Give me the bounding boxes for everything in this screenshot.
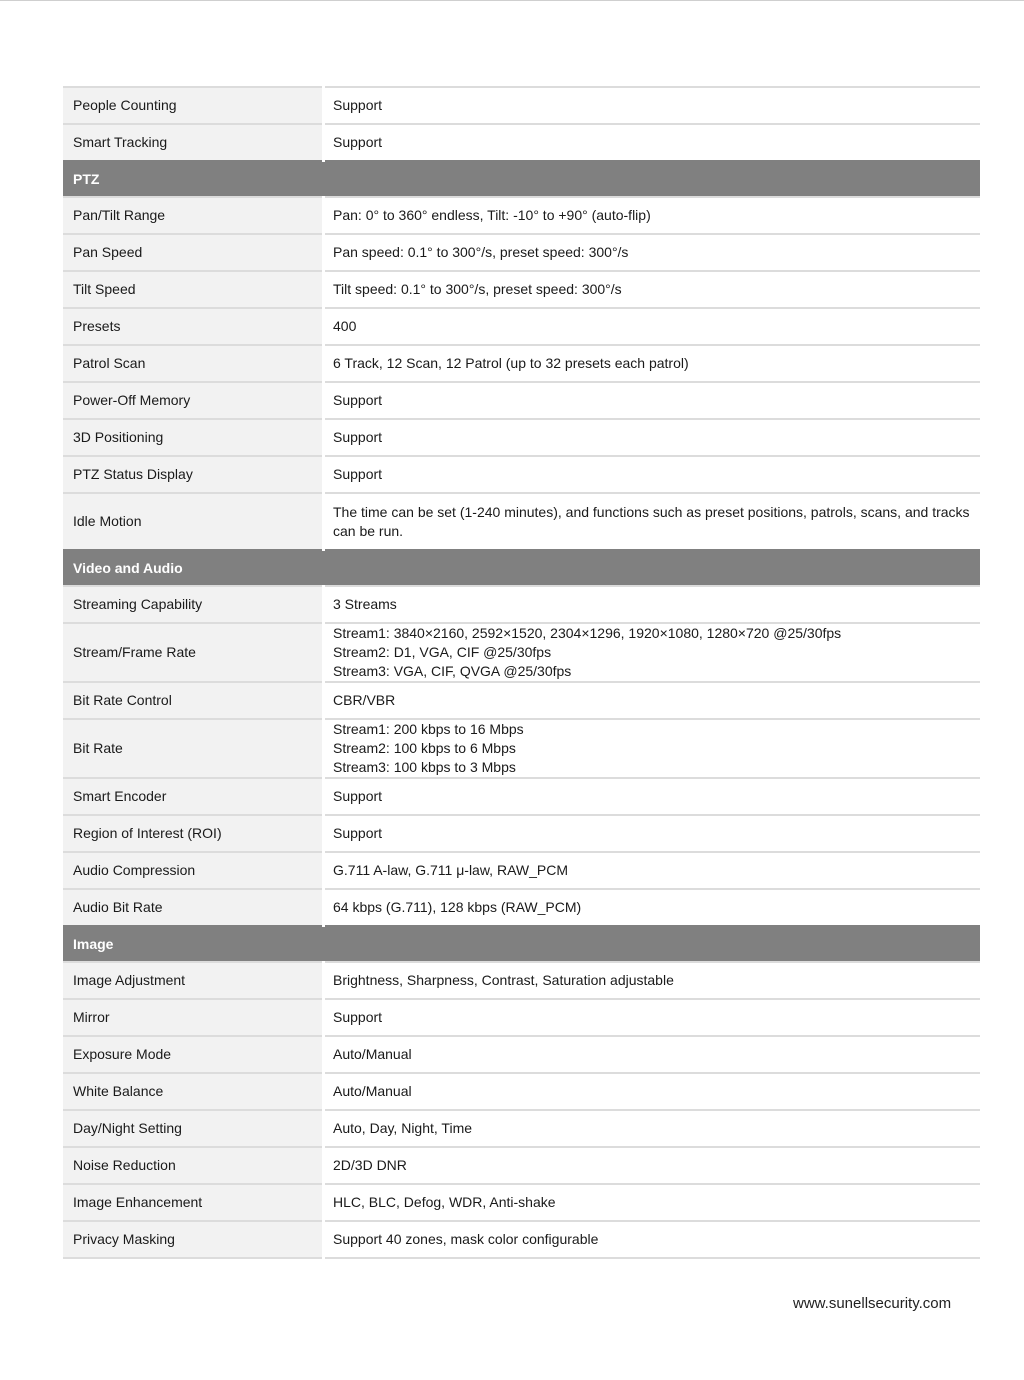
spec-row (63, 682, 980, 719)
spec-value (324, 493, 981, 550)
spec-row (63, 815, 980, 852)
spec-value (324, 999, 981, 1036)
spec-label: Image Enhancement (63, 1184, 324, 1221)
spec-row (63, 345, 980, 382)
spec-value (324, 419, 981, 456)
spec-value (324, 1184, 981, 1221)
spec-value-line: Auto/Manual (333, 1046, 412, 1062)
spec-row (63, 962, 980, 999)
spec-row (63, 1184, 980, 1221)
spec-value-line: Support (333, 1009, 383, 1025)
spec-value (324, 1221, 981, 1258)
spec-row (63, 852, 980, 889)
spec-row (63, 124, 980, 161)
spec-label: Idle Motion (63, 493, 324, 550)
spec-row (63, 586, 980, 623)
spec-row (63, 382, 980, 419)
section-title: Video and Audio (63, 550, 980, 586)
section-header-row (63, 550, 980, 586)
spec-row (63, 197, 980, 234)
top-rule (0, 0, 1024, 1)
spec-value (324, 271, 981, 308)
spec-label: PTZ Status Display (63, 456, 324, 493)
spec-value-line: The time can be set (1-240 minutes), and functions such as preset positions, patrols, scans, and tracks (333, 503, 970, 520)
section-title: PTZ (63, 161, 980, 197)
spec-value-line: 2D/3D DNR (333, 1157, 407, 1173)
spec-value (324, 586, 981, 623)
spec-value (324, 815, 981, 852)
spec-value-line: Stream2: D1, VGA, CIF @25/30fps (333, 644, 552, 660)
spec-value-line: Pan: 0° to 360° endless, Tilt: -10° to +90° (auto-flip) (333, 207, 651, 223)
spec-value-line: HLC, BLC, Defog, WDR, Anti-shake (333, 1194, 556, 1210)
spec-value-line: Support (333, 134, 383, 150)
section-header-row (63, 926, 980, 962)
spec-label: White Balance (63, 1073, 324, 1110)
spec-label: Image Adjustment (63, 962, 324, 999)
spec-value (324, 197, 981, 234)
spec-row (63, 719, 980, 778)
spec-value-line: 3 Streams (333, 596, 397, 612)
spec-row (63, 493, 980, 550)
section-title: Image (63, 926, 980, 962)
spec-row (63, 778, 980, 815)
spec-row (63, 234, 980, 271)
spec-value (324, 1036, 981, 1073)
spec-label: Noise Reduction (63, 1147, 324, 1184)
spec-value-line: Auto/Manual (333, 1083, 412, 1099)
spec-label: Bit Rate (63, 719, 324, 778)
spec-value-line: Pan speed: 0.1° to 300°/s, preset speed: 300°/s (333, 244, 629, 260)
spec-row (63, 1110, 980, 1147)
spec-value-line: Brightness, Sharpness, Contrast, Saturation adjustable (333, 972, 674, 988)
spec-value-line: Auto, Day, Night, Time (333, 1120, 473, 1136)
spec-value-line: Stream3: 100 kbps to 3 Mbps (333, 759, 516, 775)
spec-value (324, 456, 981, 493)
spec-value (324, 1073, 981, 1110)
spec-row (63, 1036, 980, 1073)
spec-row (63, 308, 980, 345)
spec-label: Pan/Tilt Range (63, 197, 324, 234)
spec-row (63, 1221, 980, 1258)
spec-value (324, 778, 981, 815)
spec-value-line: Support (333, 429, 383, 445)
spec-label: Bit Rate Control (63, 682, 324, 719)
spec-table (63, 86, 980, 1259)
spec-value (324, 682, 981, 719)
spec-label: Region of Interest (ROI) (63, 815, 324, 852)
spec-label: Audio Bit Rate (63, 889, 324, 926)
spec-value-line: 64 kbps (G.711), 128 kbps (RAW_PCM) (333, 899, 582, 915)
spec-value-line: Support (333, 825, 383, 841)
spec-row (63, 1073, 980, 1110)
spec-row (63, 623, 980, 682)
spec-value-line: Stream1: 3840×2160, 2592×1520, 2304×1296, 1920×1080, 1280×720 @25/30fps (333, 625, 842, 641)
spec-value-line: Stream2: 100 kbps to 6 Mbps (333, 740, 516, 756)
spec-value-line: Stream1: 200 kbps to 16 Mbps (333, 721, 524, 737)
spec-value (324, 719, 981, 778)
spec-value-line: Tilt speed: 0.1° to 300°/s, preset speed: 300°/s (333, 281, 622, 297)
spec-value (324, 889, 981, 926)
spec-value (324, 1147, 981, 1184)
spec-row (63, 419, 980, 456)
spec-value (324, 1110, 981, 1147)
footer-website-url: www.sunellsecurity.com (793, 1295, 952, 1312)
spec-value-line: 6 Track, 12 Scan, 12 Patrol (up to 32 presets each patrol) (333, 355, 689, 371)
section-header-row (63, 161, 980, 197)
spec-value (324, 234, 981, 271)
spec-value-line: G.711 A-law, G.711 μ-law, RAW_PCM (333, 862, 568, 878)
spec-label: Power-Off Memory (63, 382, 324, 419)
spec-table-body (63, 87, 980, 1258)
spec-row (63, 1147, 980, 1184)
spec-value-line: Support (333, 788, 383, 804)
spec-value-line: Support (333, 392, 383, 408)
spec-label: Presets (63, 308, 324, 345)
spec-value (324, 124, 981, 161)
spec-value (324, 87, 981, 124)
spec-label: Day/Night Setting (63, 1110, 324, 1147)
spec-value-line: Stream3: VGA, CIF, QVGA @25/30fps (333, 663, 572, 679)
spec-value (324, 852, 981, 889)
spec-label: Exposure Mode (63, 1036, 324, 1073)
spec-label: Streaming Capability (63, 586, 324, 623)
spec-value (324, 623, 981, 682)
spec-label: Tilt Speed (63, 271, 324, 308)
spec-label: Stream/Frame Rate (63, 623, 324, 682)
spec-value-line: Support 40 zones, mask color configurable (333, 1231, 599, 1247)
spec-value (324, 345, 981, 382)
spec-row (63, 456, 980, 493)
spec-label: Privacy Masking (63, 1221, 324, 1258)
spec-value-line: can be run. (333, 522, 404, 539)
spec-row (63, 889, 980, 926)
spec-value (324, 382, 981, 419)
spec-value-line: Support (333, 466, 383, 482)
spec-row (63, 87, 980, 124)
spec-value-line: 400 (333, 318, 357, 334)
spec-value (324, 308, 981, 345)
spec-label: Patrol Scan (63, 345, 324, 382)
spec-value-line: Support (333, 97, 383, 113)
spec-row (63, 271, 980, 308)
spec-label: Pan Speed (63, 234, 324, 271)
spec-label: 3D Positioning (63, 419, 324, 456)
spec-label: Smart Encoder (63, 778, 324, 815)
spec-row (63, 999, 980, 1036)
spec-label: Smart Tracking (63, 124, 324, 161)
spec-label: Mirror (63, 999, 324, 1036)
spec-label: Audio Compression (63, 852, 324, 889)
spec-value (324, 962, 981, 999)
spec-label: People Counting (63, 87, 324, 124)
spec-value-line: CBR/VBR (333, 692, 396, 708)
